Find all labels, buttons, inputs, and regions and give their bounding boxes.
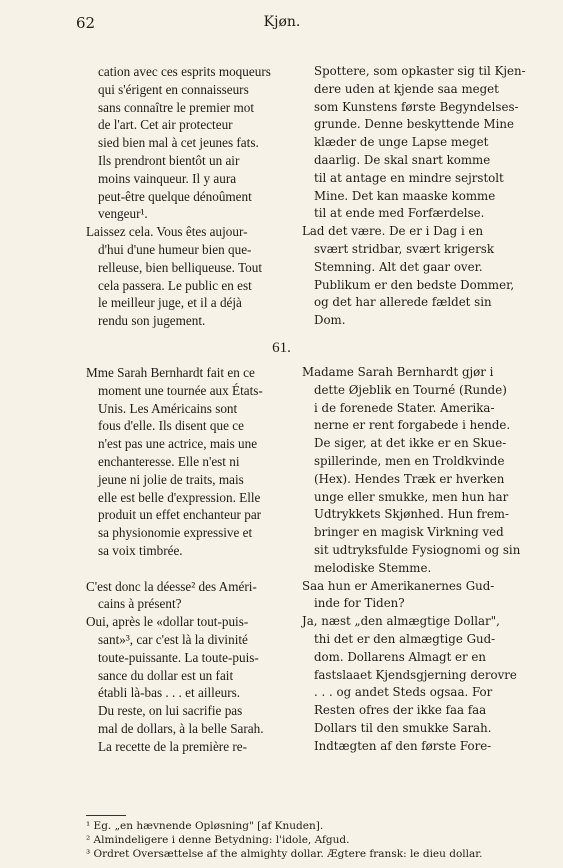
text-line: produit un effet enchanteur par bbox=[98, 507, 262, 523]
text-line: mal de dollars, à la belle Sarah. bbox=[98, 720, 264, 736]
text-line: Laissez cela. Vous êtes aujour- bbox=[86, 224, 248, 240]
text-line: Oui, après le «dollar tout-puis- bbox=[86, 614, 249, 630]
text-line: dette Øjeblik en Tourné (Runde) bbox=[314, 382, 507, 397]
text-line: unge eller smukke, men hun har bbox=[314, 489, 509, 504]
text-line: dere uden at kjende saa meget bbox=[314, 81, 499, 96]
footnote-3: ³ Ordret Oversættelse af the almighty dollar. Ægtere fransk: le dieu dollar. bbox=[86, 848, 483, 860]
text-line: jeune ni jolie de traits, mais bbox=[98, 471, 244, 487]
text-line: toute-puissante. La toute-puis- bbox=[98, 649, 259, 665]
footnote-1: ¹ Eg. „en hævnende Opløsning" [af Knuden]. bbox=[86, 820, 324, 832]
text-line: Lad det være. De er i Dag i en bbox=[302, 224, 484, 239]
text-line: melodiske Stemme. bbox=[314, 560, 432, 575]
text-line: nerne er rent forgabede i hende. bbox=[314, 418, 511, 433]
text-line: sance du dollar est un fait bbox=[98, 667, 234, 683]
text-line: enchanteresse. Elle n'est ni bbox=[98, 453, 240, 469]
text-line: Du reste, on lui sacrifie pas bbox=[98, 703, 243, 719]
text-line: thi det er den almægtige Gud- bbox=[314, 631, 496, 646]
text-line: La recette de la première re- bbox=[98, 738, 247, 754]
text-line: le meilleur juge, et il a déjà bbox=[98, 295, 242, 311]
text-line: relleuse, bien belliqueuse. Tout bbox=[98, 259, 262, 275]
text-line: Spottere, som opkaster sig til Kjen- bbox=[314, 64, 526, 78]
text-line: vengeur¹. bbox=[98, 206, 148, 222]
text-line: svært stridbar, svært krigersk bbox=[314, 241, 494, 256]
text-line: til at antage en mindre sejrstolt bbox=[314, 170, 504, 185]
text-line: De siger, at det ikke er en Skue- bbox=[314, 436, 507, 451]
text-line: sied bien mal à cet jeunes fats. bbox=[98, 135, 259, 151]
text-line: Mine. Det kan maaske komme bbox=[314, 188, 496, 203]
text-line: rendu son jugement. bbox=[98, 313, 206, 329]
text-line: som Kunstens første Begyndelses- bbox=[314, 99, 519, 114]
text-line: sit udtryksfulde Fysiognomi og sin bbox=[314, 542, 521, 557]
french-column-top bbox=[86, 63, 274, 330]
text-line: Indtægten af den første Fore- bbox=[314, 738, 492, 753]
text-line: Udtrykkets Skjønhed. Hun frem- bbox=[314, 507, 509, 522]
text-line: til at ende med Forfærdelse. bbox=[314, 206, 485, 221]
page-header bbox=[76, 14, 488, 36]
text-line: Ils prendront bientôt un air bbox=[98, 152, 240, 168]
text-line: Publikum er den bedste Dommer, bbox=[314, 277, 515, 292]
text-line: fastslaaet Kjendsgjerning derovre bbox=[314, 667, 517, 682]
danish-column-top bbox=[302, 63, 526, 330]
running-title: Kjøn. bbox=[263, 14, 301, 30]
text-line: établi là-bas . . . et ailleurs. bbox=[98, 685, 241, 701]
text-line: d'hui d'une humeur bien que- bbox=[98, 241, 252, 257]
text-line: sant»³, car c'est là la divinité bbox=[98, 631, 248, 647]
footnote-rule bbox=[86, 815, 126, 816]
text-line: inde for Tiden? bbox=[314, 596, 405, 611]
text-line: . . . og andet Steds ogsaa. For bbox=[314, 685, 493, 700]
text-line: n'est pas une actrice, mais une bbox=[98, 436, 258, 452]
text-line: C'est donc la déesse² des Améri- bbox=[86, 578, 257, 594]
text-line: Mme Sarah Bernhardt fait en ce bbox=[86, 365, 255, 380]
text-line: moment une tournée aux États- bbox=[98, 382, 263, 398]
text-line: grunde. Denne beskyttende Mine bbox=[314, 117, 514, 132]
text-line: qui s'érigent en connaisseurs bbox=[98, 81, 249, 97]
text-line: cela passera. Le public en est bbox=[98, 277, 252, 293]
text-line: dom. Dollarens Almagt er en bbox=[314, 649, 487, 664]
text-line: elle est belle d'expression. Elle bbox=[98, 489, 261, 505]
text-line: bringer en magisk Virkning ved bbox=[314, 525, 504, 540]
text-line: og det har allerede fældet sin bbox=[314, 295, 492, 310]
text-line: Stemning. Alt det gaar over. bbox=[314, 259, 483, 274]
section-number: 61. bbox=[272, 340, 291, 356]
text-line: sa voix timbrée. bbox=[98, 542, 183, 558]
text-line: (Hex). Hendes Træk er hverken bbox=[314, 471, 505, 486]
text-line: cation avec ces esprits moqueurs bbox=[98, 64, 271, 79]
text-line: klæder de unge Lapse meget bbox=[314, 135, 489, 150]
french-column-61 bbox=[86, 364, 274, 756]
text-line: Unis. Les Américains sont bbox=[98, 400, 238, 416]
text-line: peut-être quelque dénoûment bbox=[98, 188, 252, 204]
text-line: Dom. bbox=[314, 313, 346, 328]
text-line: de l'art. Cet air protecteur bbox=[98, 117, 233, 133]
page-number: 62 bbox=[76, 14, 96, 32]
danish-column-61 bbox=[302, 364, 521, 756]
text-line: i de forenede Stater. Amerika- bbox=[314, 400, 495, 415]
text-line: sa physionomie expressive et bbox=[98, 525, 253, 541]
text-line: Ja, næst „den almægtige Dollar", bbox=[302, 614, 500, 629]
text-line: moins vainqueur. Il y aura bbox=[98, 170, 237, 186]
text-line: daarlig. De skal snart komme bbox=[314, 152, 491, 167]
text-line: fous d'elle. Ils disent que ce bbox=[98, 418, 244, 434]
text-line: Dollars til den smukke Sarah. bbox=[314, 720, 492, 735]
text-line: Madame Sarah Bernhardt gjør i bbox=[302, 365, 494, 379]
text-line: Saa hun er Amerikanernes Gud- bbox=[302, 578, 495, 593]
text-line: spillerinde, men en Troldkvinde bbox=[314, 453, 505, 468]
text-line: Resten ofres der ikke faa faa bbox=[314, 703, 487, 718]
footnote-2: ² Almindeligere i denne Betydning: l'idole, Afgud. bbox=[86, 834, 350, 846]
text-line: cains à présent? bbox=[98, 596, 182, 612]
text-line bbox=[86, 560, 274, 578]
text-line: sans connaître le premier mot bbox=[98, 99, 254, 115]
